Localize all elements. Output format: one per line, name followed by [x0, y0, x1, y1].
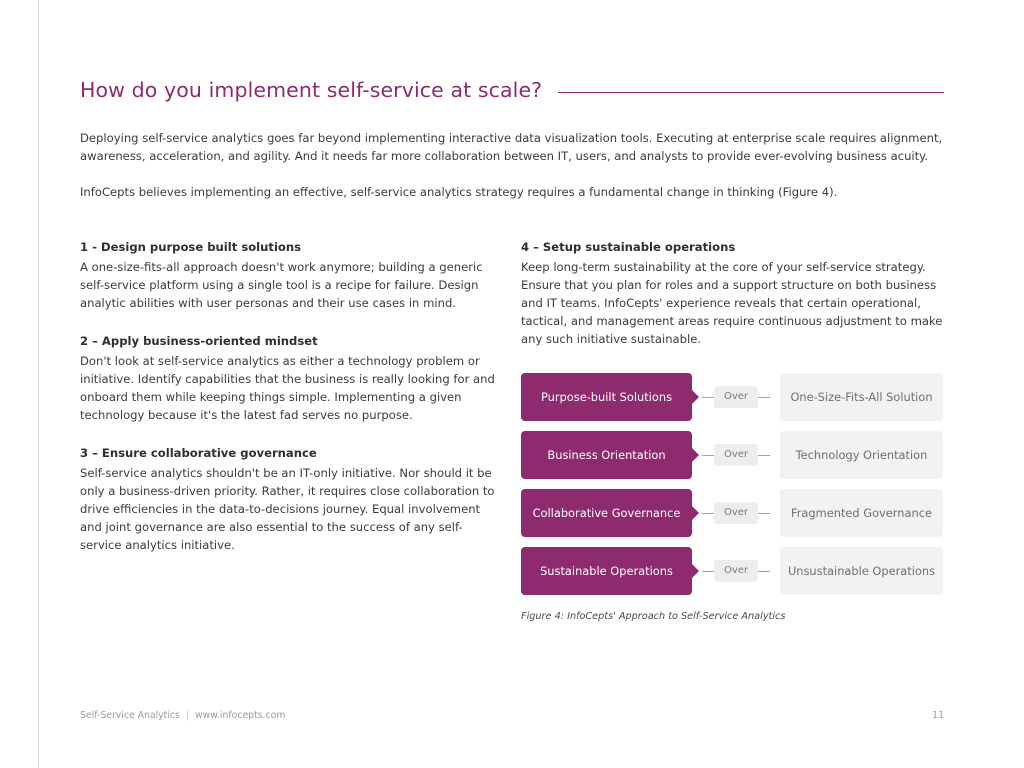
- section-heading-1: 1 - Design purpose built solutions: [80, 240, 302, 254]
- section-body-2: Don't look at self-service analytics as either a technology problem or initiative. Identify capabilities that the business is really looking for and onboard them while keeping things simple. Implementing a given technology because it's the latest fad serves no purpose.: [80, 354, 495, 422]
- figure-row: [521, 489, 943, 537]
- figure-caption: Figure 4: InfoCepts' Approach to Self-Service Analytics: [521, 611, 786, 622]
- page-title: How do you implement self-service at scale?: [80, 78, 543, 102]
- figure-row: [521, 373, 943, 421]
- footer-website-link[interactable]: www.infocepts.com: [195, 710, 286, 721]
- right-column: [521, 239, 944, 348]
- section-body-3: Self-service analytics shouldn't be an IT-only initiative. Nor should it be only a business-driven priority. Rather, it requires close collaboration to drive efficiencies in the data-to-decisions journey. Equal involvement and joint governance are also essential to the success of any self-service analytics initiative.: [80, 466, 495, 552]
- figure-connector: [692, 489, 780, 537]
- figure-connector: [692, 547, 780, 595]
- section-heading-3: 3 – Ensure collaborative governance: [80, 446, 317, 460]
- figure-right-box: Technology Orientation: [780, 431, 943, 479]
- over-label: Over: [714, 560, 758, 582]
- footer-document-name: Self-Service Analytics: [80, 710, 180, 721]
- page-footer: [80, 710, 944, 721]
- figure-right-box: Unsustainable Operations: [780, 547, 943, 595]
- figure-4: [521, 373, 943, 622]
- footer-page-number: 11: [932, 710, 944, 721]
- figure-right-box: One-Size-Fits-All Solution: [780, 373, 943, 421]
- over-label: Over: [714, 444, 758, 466]
- figure-connector: [692, 431, 780, 479]
- figure-right-box: Fragmented Governance: [780, 489, 943, 537]
- figure-left-box: Sustainable Operations: [521, 547, 692, 595]
- left-column: [80, 239, 498, 554]
- over-label: Over: [714, 502, 758, 524]
- figure-row: [521, 431, 943, 479]
- over-label: Over: [714, 386, 758, 408]
- figure-left-box: Collaborative Governance: [521, 489, 692, 537]
- intro-paragraph-1: Deploying self-service analytics goes far beyond implementing interactive data visualization tools. Executing at enterprise scale requires alignment, awareness, acceleration, and agility. And it needs far more collaboration between IT, users, and analysts to provide ever-evolving business acuity.: [80, 131, 943, 163]
- section-body-1: A one-size-fits-all approach doesn't work anymore; building a generic self-service platform using a single tool is a recipe for failure. Design analytic abilities with user personas and their use cases in mind.: [80, 260, 483, 310]
- page-left-rule: [38, 0, 39, 768]
- section-body-4: Keep long-term sustainability at the core of your self-service strategy. Ensure that you plan for roles and a support structure on both business and IT teams. InfoCepts' experience reveals that certain operational, tactical, and management areas require continuous adjustment to make any such initiative sustainable.: [521, 260, 943, 346]
- footer-separator: |: [185, 710, 189, 721]
- page-title-row: [80, 78, 944, 102]
- intro-section: [80, 129, 946, 219]
- footer-left: [80, 710, 285, 721]
- figure-left-box: Business Orientation: [521, 431, 692, 479]
- title-divider-line: [558, 92, 944, 93]
- section-heading-2: 2 – Apply business-oriented mindset: [80, 334, 318, 348]
- figure-connector: [692, 373, 780, 421]
- intro-paragraph-2: InfoCepts believes implementing an effective, self-service analytics strategy requires a fundamental change in thinking (Figure 4).: [80, 185, 838, 199]
- figure-left-box: Purpose-built Solutions: [521, 373, 692, 421]
- section-heading-4: 4 – Setup sustainable operations: [521, 240, 736, 254]
- figure-row: [521, 547, 943, 595]
